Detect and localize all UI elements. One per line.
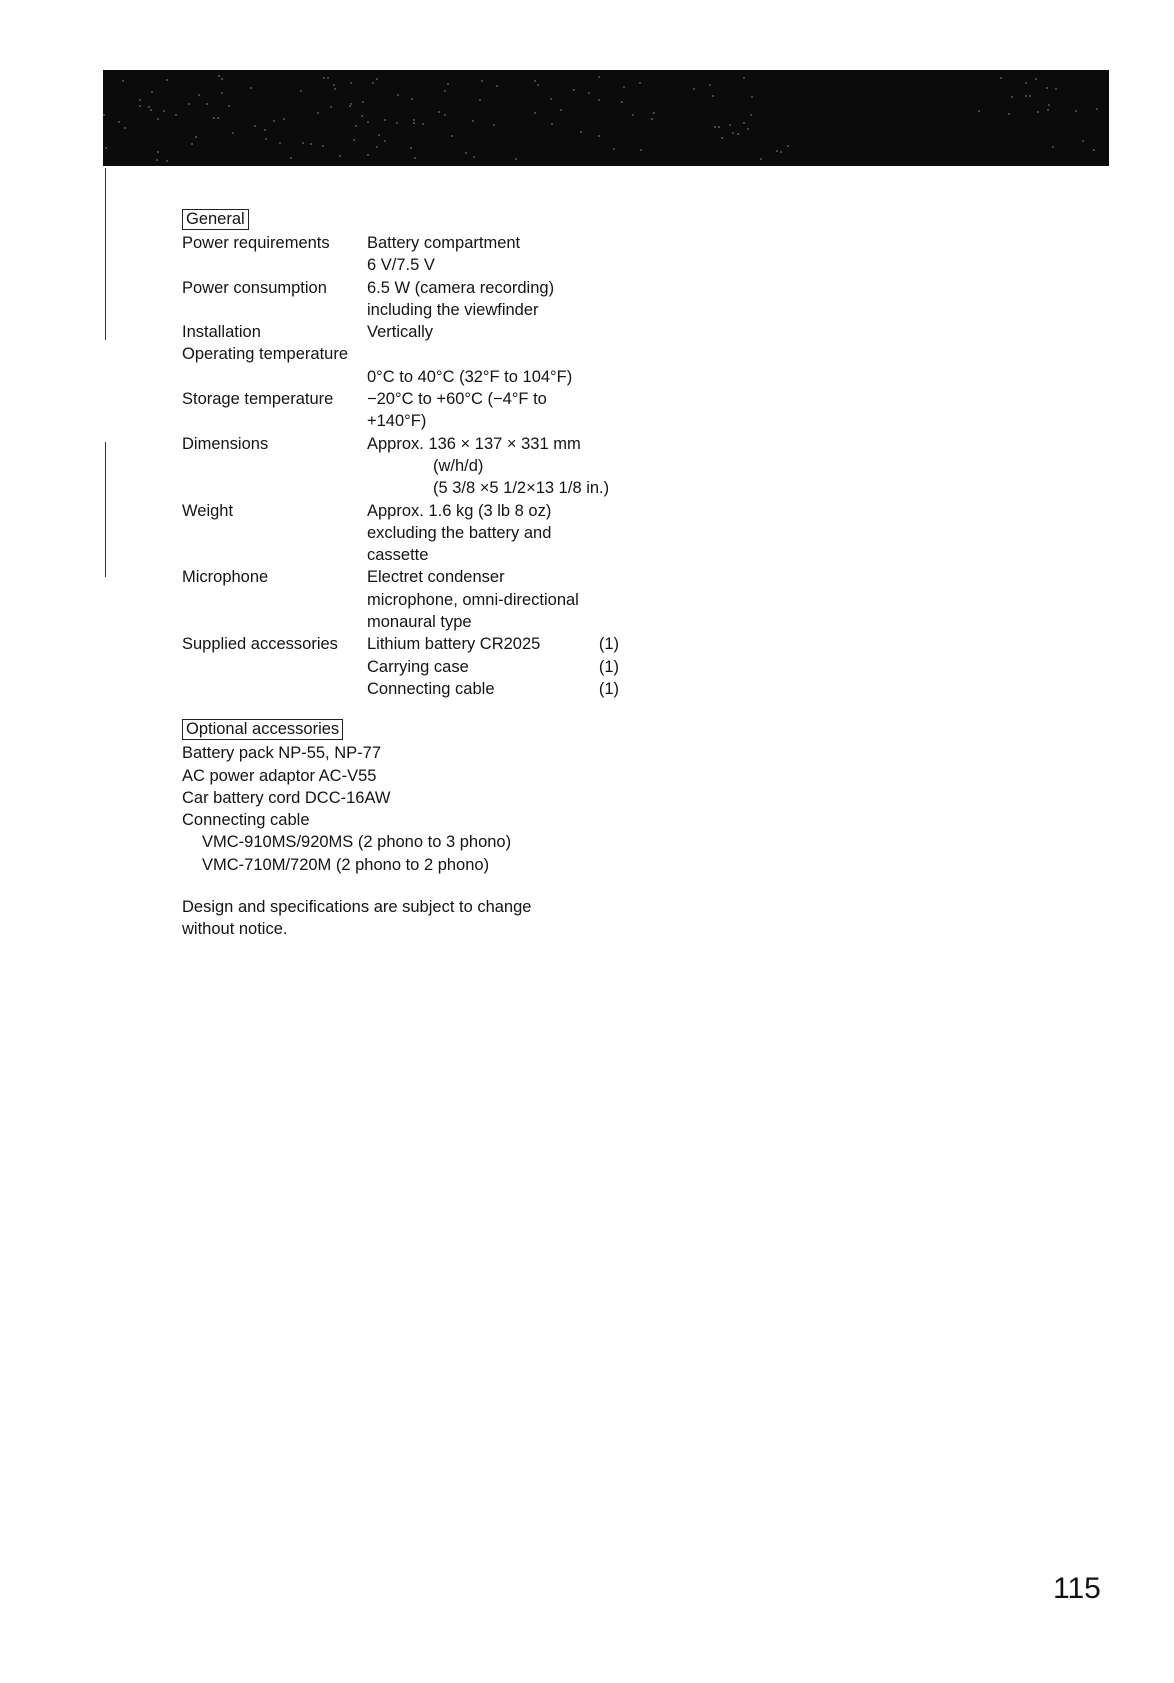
texture-speck xyxy=(265,138,267,140)
accessory-name: Carrying case xyxy=(367,657,469,676)
texture-speck xyxy=(273,120,275,122)
texture-speck xyxy=(413,119,415,121)
texture-speck xyxy=(580,131,582,133)
texture-speck xyxy=(333,84,335,86)
texture-speck xyxy=(639,82,641,84)
texture-speck xyxy=(124,127,126,129)
dimensions-line-2: (w/h/d) xyxy=(433,456,484,475)
spec-value-line: microphone, omni-directional xyxy=(367,590,579,609)
texture-speck xyxy=(747,128,749,130)
optional-accessories-list xyxy=(182,742,742,876)
general-heading: General xyxy=(182,209,249,230)
spec-value xyxy=(367,321,742,343)
accessory-qty: (1) xyxy=(598,679,619,698)
texture-speck xyxy=(148,106,150,108)
texture-speck xyxy=(598,135,600,137)
texture-speck xyxy=(1055,88,1057,90)
texture-speck xyxy=(1037,111,1039,113)
texture-speck xyxy=(376,78,378,80)
texture-speck xyxy=(751,96,753,98)
spec-label: Dimensions xyxy=(182,434,269,453)
texture-speck xyxy=(139,99,141,101)
texture-speck xyxy=(534,80,536,82)
optional-accessories-heading: Optional accessories xyxy=(182,719,343,740)
specifications-content xyxy=(182,208,742,941)
texture-speck xyxy=(156,159,158,161)
texture-speck xyxy=(367,154,369,156)
texture-speck xyxy=(1025,82,1027,84)
texture-speck xyxy=(139,105,141,107)
spec-row-dimensions xyxy=(182,433,742,500)
spec-label: Storage temperature xyxy=(182,390,334,409)
texture-speck xyxy=(712,95,714,97)
texture-speck xyxy=(1008,113,1010,115)
spec-value-line: +140°F) xyxy=(367,412,427,431)
accessory-name: Lithium battery CR2025 xyxy=(367,635,541,654)
spec-label: Weight xyxy=(182,501,234,520)
texture-speck xyxy=(339,155,341,157)
texture-speck xyxy=(598,99,600,101)
texture-speck xyxy=(396,122,398,124)
spec-label: Supplied accessories xyxy=(182,635,338,654)
texture-speck xyxy=(157,151,159,153)
texture-speck xyxy=(1035,78,1037,80)
spec-value-line: monaural type xyxy=(367,613,472,632)
texture-speck xyxy=(103,114,105,116)
notice xyxy=(182,896,742,941)
texture-speck xyxy=(444,114,446,116)
texture-speck xyxy=(279,142,281,144)
texture-speck xyxy=(479,99,481,101)
texture-speck xyxy=(206,103,208,105)
texture-speck xyxy=(729,124,731,126)
texture-speck xyxy=(1093,149,1095,151)
texture-speck xyxy=(195,136,197,138)
texture-speck xyxy=(743,122,745,124)
texture-speck xyxy=(760,158,762,160)
texture-speck xyxy=(414,157,416,159)
texture-speck xyxy=(367,121,369,123)
dimensions-line-1: Approx. 136 × 137 × 331 mm xyxy=(367,434,581,453)
margin-line-top xyxy=(105,168,106,340)
spec-value xyxy=(367,232,742,277)
texture-speck xyxy=(228,105,230,107)
spec-value xyxy=(367,566,742,633)
texture-speck xyxy=(473,156,475,158)
header-bar xyxy=(103,70,1109,166)
texture-speck xyxy=(384,119,386,121)
accessory-qty: (1) xyxy=(598,635,619,654)
spec-label: Installation xyxy=(182,323,261,342)
texture-speck xyxy=(372,82,374,84)
texture-speck xyxy=(355,125,357,127)
texture-speck xyxy=(213,117,215,119)
spec-value-line: cassette xyxy=(367,546,429,565)
spec-row xyxy=(182,321,742,343)
texture-speck xyxy=(397,94,399,96)
notice-line: Design and specifications are subject to change xyxy=(182,898,532,917)
accessory-item xyxy=(367,633,619,655)
texture-speck xyxy=(493,124,495,126)
texture-speck xyxy=(551,123,553,125)
texture-speck xyxy=(330,106,332,108)
texture-speck xyxy=(105,147,107,149)
texture-speck xyxy=(598,76,600,78)
texture-speck xyxy=(232,132,234,134)
texture-speck xyxy=(472,120,474,122)
storage-specs xyxy=(182,388,742,433)
texture-speck xyxy=(438,111,440,113)
texture-speck xyxy=(290,157,292,159)
texture-speck xyxy=(310,143,312,145)
operating-temperature-value: 0°C to 40°C (32°F to 104°F) xyxy=(367,367,573,386)
texture-speck xyxy=(166,160,168,162)
texture-speck xyxy=(623,86,625,88)
texture-speck xyxy=(384,140,386,142)
texture-speck xyxy=(537,84,539,86)
texture-speck xyxy=(302,142,304,144)
texture-speck xyxy=(573,89,575,91)
texture-speck xyxy=(217,117,219,119)
optional-sub-item: VMC-710M/720M (2 phono to 2 phono) xyxy=(202,855,490,874)
texture-speck xyxy=(361,115,363,117)
texture-speck xyxy=(560,109,562,111)
texture-speck xyxy=(122,80,124,82)
texture-speck xyxy=(451,135,453,137)
texture-speck xyxy=(250,87,252,89)
texture-speck xyxy=(157,118,159,120)
texture-speck xyxy=(613,148,615,150)
spec-value-line: excluding the battery and xyxy=(367,523,552,542)
texture-speck xyxy=(496,85,498,87)
texture-speck xyxy=(1025,95,1027,97)
spec-value-line: Battery compartment xyxy=(367,234,521,252)
texture-speck xyxy=(349,105,351,107)
optional-sub-item: VMC-910MS/920MS (2 phono to 3 phono) xyxy=(202,833,512,852)
texture-speck xyxy=(1046,87,1048,89)
page-number: 115 xyxy=(1053,1572,1101,1605)
general-specs xyxy=(182,232,742,343)
texture-speck xyxy=(283,118,285,120)
texture-speck xyxy=(334,88,336,90)
accessory-name: Connecting cable xyxy=(367,679,495,698)
spec-value-line: Approx. 1.6 kg (3 lb 8 oz) xyxy=(367,501,552,520)
optional-item: Connecting cable xyxy=(182,811,310,830)
texture-speck xyxy=(1047,109,1049,111)
texture-speck xyxy=(632,114,634,116)
texture-speck xyxy=(411,98,413,100)
texture-speck xyxy=(151,91,153,93)
texture-speck xyxy=(422,123,424,125)
operating-temperature-label: Operating temperature xyxy=(182,345,349,364)
texture-speck xyxy=(300,90,302,92)
spec-row xyxy=(182,500,742,567)
texture-speck xyxy=(1096,108,1098,110)
texture-speck xyxy=(693,88,695,90)
texture-speck xyxy=(350,82,352,84)
spec-label: Microphone xyxy=(182,568,269,587)
texture-speck xyxy=(362,101,364,103)
accessory-item xyxy=(367,678,619,700)
texture-speck xyxy=(1082,140,1084,142)
spec-row xyxy=(182,277,742,322)
texture-speck xyxy=(323,77,325,79)
texture-speck xyxy=(653,112,655,114)
texture-speck xyxy=(515,158,517,160)
texture-speck xyxy=(737,133,739,135)
texture-speck xyxy=(776,150,778,152)
texture-speck xyxy=(166,79,168,81)
texture-speck xyxy=(1011,96,1013,98)
optional-item: Car battery cord DCC-16AW xyxy=(182,788,391,807)
texture-speck xyxy=(218,75,220,77)
texture-speck xyxy=(264,129,266,131)
texture-speck xyxy=(621,101,623,103)
spec-label: Power consumption xyxy=(182,278,327,297)
optional-item: Battery pack NP-55, NP-77 xyxy=(182,744,381,763)
texture-speck xyxy=(640,149,642,151)
weight-microphone-specs xyxy=(182,500,742,634)
texture-speck xyxy=(322,145,324,147)
texture-speck xyxy=(150,109,152,111)
spec-row xyxy=(182,388,742,433)
texture-speck xyxy=(787,145,789,147)
texture-speck xyxy=(709,84,711,86)
texture-speck xyxy=(743,77,745,79)
spec-value xyxy=(367,500,742,567)
texture-speck xyxy=(353,139,355,141)
texture-speck xyxy=(254,125,256,127)
spec-value-line: Electret condenser xyxy=(367,568,505,587)
texture-speck xyxy=(118,121,120,123)
texture-speck xyxy=(221,78,223,80)
texture-speck xyxy=(327,77,329,79)
texture-speck xyxy=(175,114,177,116)
texture-speck xyxy=(413,122,415,124)
texture-speck xyxy=(588,92,590,94)
texture-speck xyxy=(732,132,734,134)
texture-speck xyxy=(550,98,552,100)
texture-speck xyxy=(188,103,190,105)
texture-speck xyxy=(410,147,412,149)
texture-speck xyxy=(1052,146,1054,148)
texture-speck xyxy=(317,112,319,114)
texture-speck xyxy=(481,80,483,82)
optional-item: AC power adaptor AC-V55 xyxy=(182,766,377,785)
texture-speck xyxy=(978,110,980,112)
spec-value-line: −20°C to +60°C (−4°F to xyxy=(367,390,547,409)
texture-speck xyxy=(780,151,782,153)
texture-speck xyxy=(163,110,165,112)
margin-line-mid xyxy=(105,442,106,577)
spec-row-supplied-accessories xyxy=(182,633,742,700)
operating-temperature-row xyxy=(182,366,742,388)
texture-speck xyxy=(376,146,378,148)
texture-speck xyxy=(1000,77,1002,79)
texture-speck xyxy=(1029,95,1031,97)
texture-speck xyxy=(651,118,653,120)
accessory-item xyxy=(367,656,619,678)
spec-label: Power requirements xyxy=(182,234,330,252)
texture-speck xyxy=(447,83,449,85)
spec-value-line: including the viewfinder xyxy=(367,300,539,319)
texture-speck xyxy=(350,103,352,105)
texture-speck xyxy=(191,143,193,145)
spec-value-line: 6.5 W (camera recording) xyxy=(367,278,555,297)
texture-speck xyxy=(1048,104,1050,106)
texture-speck xyxy=(721,137,723,139)
texture-speck xyxy=(534,112,536,114)
spec-row xyxy=(182,232,742,277)
texture-speck xyxy=(378,134,380,136)
texture-speck xyxy=(444,90,446,92)
accessory-qty: (1) xyxy=(598,657,619,676)
spec-row xyxy=(182,566,742,633)
texture-speck xyxy=(465,152,467,154)
texture-speck xyxy=(750,114,752,116)
texture-speck xyxy=(1075,110,1077,112)
notice-line: without notice. xyxy=(182,920,288,939)
texture-speck xyxy=(221,92,223,94)
texture-speck xyxy=(714,126,716,128)
spec-value xyxy=(367,388,742,433)
texture-speck xyxy=(198,94,200,96)
texture-speck xyxy=(718,126,720,128)
spec-value-line: Vertically xyxy=(367,323,434,342)
spec-value xyxy=(367,277,742,322)
spec-value-line: 6 V/7.5 V xyxy=(367,256,435,275)
accessory-list xyxy=(367,633,742,700)
dimensions-line-3: (5 3/8 ×5 1/2×13 1/8 in.) xyxy=(433,479,610,498)
